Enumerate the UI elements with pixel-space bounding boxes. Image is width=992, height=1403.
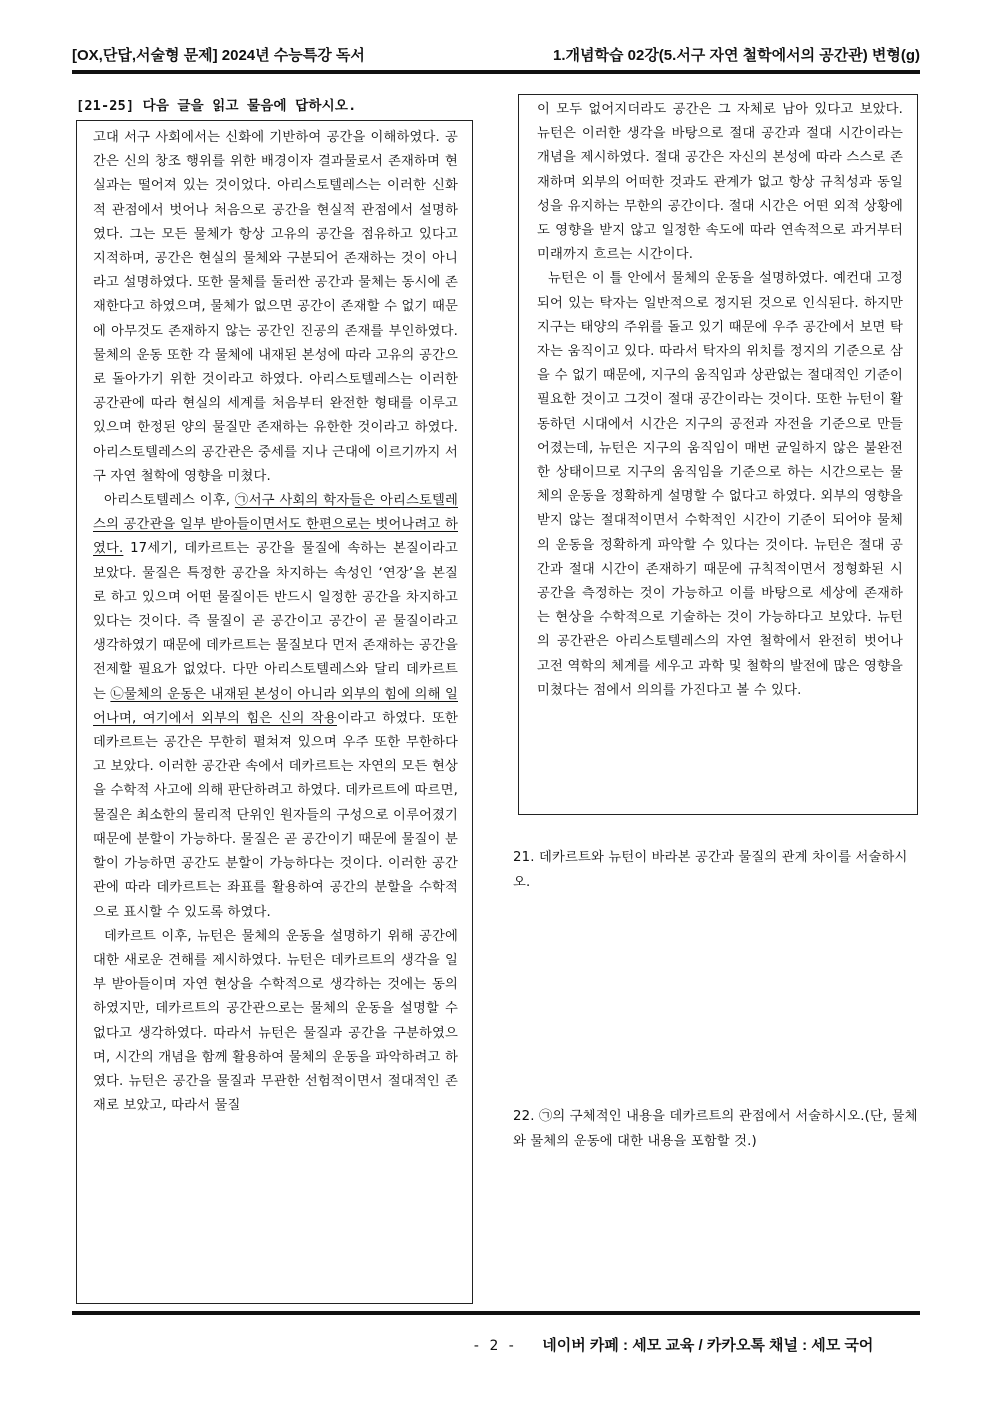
page-footer bbox=[472, 1334, 922, 1355]
underlined-phrase-b: ㉡물체의 운동은 내재된 본성이 아니라 외부의 힘에 의해 일어나며, 여기에서 외부의 힘은 신의 작용 bbox=[93, 686, 458, 726]
p2-post: 이라고 하였다. 또한 데카르트는 공간은 무한히 펼쳐져 있으며 우주 또한 무한하다고 보았다. 이러한 공간관 속에서 데카르트는 자연의 모든 현상을 수학적 사고에 의해 판단하려고 하였다. 데카르트에 따르면, 물질은 최소한의 물리적 단위인 원자들의 구성으로 이루어졌기 때문에 분할이 가능하다. 물질은 곧 공간이기 때문에 물질이 분할이 가능하면 공간도 분할이 가능하다는 것이다. 이러한 공간관에 따라 데카르트는 좌표를 활용하여 공간의 분할을 수학적으로 표시할 수 있도록 하였다. bbox=[93, 710, 458, 920]
header-rule bbox=[72, 70, 920, 74]
passage-paragraph-4: 뉴턴은 이 틀 안에서 물체의 운동을 설명하였다. 예컨대 고정되어 있는 탁자는 일반적으로 정지된 것으로 인식된다. 하지만 지구는 태양의 주위를 돌고 있기 때문에 우주 공간에서 보면 탁자는 움직이고 있다. 따라서 탁자의 위치를 정지의 기준으로 삼을 수 없기 때문에, 지구의 움직임과 상관없는 절대적인 기준이 필요한 것이고 그것이 절대 공간이라는 것이다. 또한 뉴턴이 활동하던 시대에서 시간은 지구의 공전과 자전을 기준으로 만들어졌는데, 뉴턴은 지구의 움직임이 매번 균일하지 않은 불완전한 상태이므로 지구의 움직임을 기준으로 하는 시간으로는 물체의 운동을 정확하게 설명할 수 없다고 하였다. 외부의 영향을 받지 않는 절대적이면서 수학적인 시간이 기준이 되어야 물체의 운동을 정확하게 파악할 수 있다는 것이다. 뉴턴은 절대 공간과 절대 시간이 존재하기 때문에 규칙적이면서 정형화된 시공간을 측정하는 것이 가능하고 이를 바탕으로 세상에 존재하는 현상을 수학적으로 기술하는 것이 가능하다고 보았다. 뉴턴의 공간관은 아리스토텔레스의 자연 철학에서 완전히 벗어나 고전 역학의 체계를 세우고 과학 및 철학의 발전에 많은 영향을 미쳤다는 점에서 의의를 가진다고 볼 수 있다. bbox=[537, 271, 903, 698]
passage-paragraph-3-continued: 이 모두 없어지더라도 공간은 그 자체로 남아 있다고 보았다. 뉴턴은 이러한 생각을 바탕으로 절대 공간과 절대 시간이라는 개념을 제시하였다. 절대 공간은 자신의 본성에 따라 스스로 존재하며 외부의 어떠한 것과도 관계가 없고 항상 규칙성과 동일성을 유지하는 무한의 공간이다. 절대 시간은 어떤 외적 상황에도 영향을 받지 않고 일정한 속도에 따라 연속적으로 과거부터 미래까지 흐르는 시간이다. bbox=[537, 102, 903, 263]
page-header bbox=[72, 44, 920, 66]
question-22: 22. ㉠의 구체적인 내용을 데카르트의 관점에서 서술하시오.(단, 물체와 물체의 운동에 대한 내용을 포함할 것.) bbox=[513, 1109, 918, 1149]
instruction: [21-25] 다음 글을 읽고 물음에 답하시오. bbox=[76, 98, 357, 114]
passage-box-left bbox=[76, 120, 473, 1304]
question-21: 21. 데카르트와 뉴턴이 바라본 공간과 물질의 관계 차이를 서술하시오. bbox=[513, 850, 908, 890]
footer-channel: 네이버 카페 : 세모 교육 / 카카오톡 채널 : 세모 국어 bbox=[542, 1337, 874, 1354]
header-lesson: 1.개념학습 02강(5.서구 자연 철학에서의 공간관) 변형(g) bbox=[553, 47, 920, 64]
underlined-phrase-a: ㉠서구 사회의 학자들은 아리스토텔레스의 공간관을 일부 받아들이면서도 한편으로는 벗어나려고 하였다. bbox=[93, 493, 458, 557]
p2-mid: 17세기, 데카르트는 공간을 물질에 속하는 본질이라고 보았다. 물질은 특정한 공간을 차지하는 속성인 ‘연장’을 본질로 하고 있으며 어떤 물질이든 반드시 일정한 공간을 차지하고 있다는 것이다. 즉 물질이 곧 공간이고 공간이 곧 물질이라고 생각하였기 때문에 데카르트는 물질보다 먼저 존재하는 공간을 전제할 필요가 없었다. 다만 아리스토텔레스와 달리 데카르트는 bbox=[93, 541, 458, 702]
passage-paragraph-2 bbox=[93, 489, 458, 925]
passage-paragraph-1: 고대 서구 사회에서는 신화에 기반하여 공간을 이해하였다. 공간은 신의 창조 행위를 위한 배경이자 결과물로서 존재하며 현실과는 떨어져 있는 것이었다. 아리스토텔레스는 이러한 신화적 관점에서 벗어나 처음으로 공간을 현실적 관점에서 설명하였다. 그는 모든 물체가 항상 고유의 공간을 점유하고 있다고 지적하며, 공간은 현실의 물체와 구분되어 존재하는 것이 아니라고 설명하였다. 또한 물체를 둘러싼 공간과 물체는 동시에 존재한다고 하였으며, 물체가 없으면 공간이 존재할 수 없기 때문에 아무것도 존재하지 않는 공간인 진공의 존재를 부인하였다. 물체의 운동 또한 각 물체에 내재된 본성에 따라 고유의 공간으로 돌아가기 위한 것이라고 하였다. 아리스토텔레스는 이러한 공간관에 따라 현실의 세계를 처음부터 완전한 형태를 이루고 있으며 한정된 양의 물질만 존재하는 유한한 것이라고 하였다. 아리스토텔레스의 공간관은 중세를 지나 근대에 이르기까지 서구 자연 철학에 영향을 미쳤다. bbox=[93, 130, 458, 484]
passage-box-right bbox=[518, 94, 918, 815]
passage-paragraph-3: 데카르트 이후, 뉴턴은 물체의 운동을 설명하기 위해 공간에 대한 새로운 견해를 제시하였다. 뉴턴은 데카르트의 생각을 일부 받아들이며 자연 현상을 수학적으로 생각하는 것에는 동의하였지만, 데카르트의 공간관으로는 물체의 운동을 설명할 수 없다고 생각하였다. 따라서 뉴턴은 물질과 공간을 구분하였으며, 시간의 개념을 함께 활용하여 물체의 운동을 파악하려고 하였다. 뉴턴은 공간을 물질과 무관한 선험적이면서 절대적인 존재로 보았고, 따라서 물질 bbox=[93, 928, 458, 1114]
page-number: - 2 - bbox=[472, 1338, 516, 1354]
header-title: [OX,단답,서술형 문제] 2024년 수능특강 독서 bbox=[72, 47, 365, 64]
footer-rule bbox=[72, 1311, 920, 1315]
p2-pre: 아리스토텔레스 이후, bbox=[104, 493, 235, 509]
